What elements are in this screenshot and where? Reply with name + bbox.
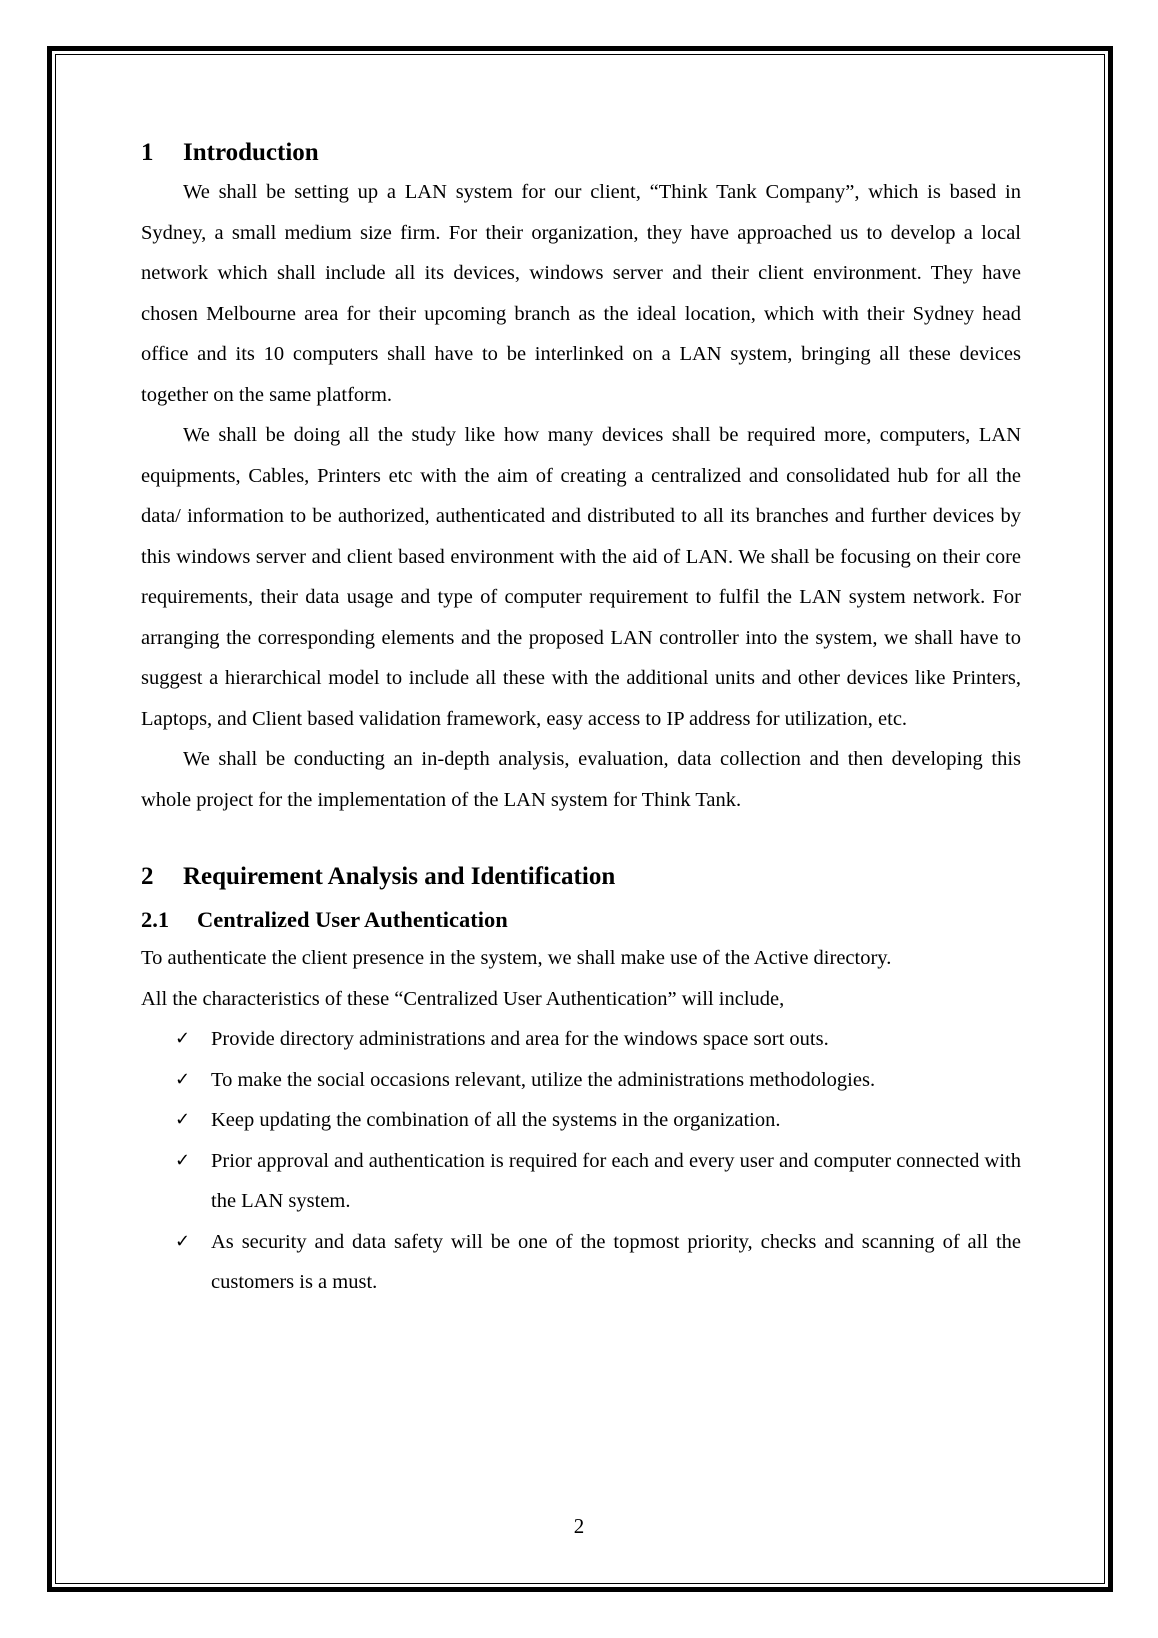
list-item [175, 1060, 1021, 1101]
checkmark-icon: ✓ [175, 1230, 191, 1252]
page-number: 2 [573, 1514, 585, 1538]
section-spacer [141, 820, 1021, 860]
characteristics-list [141, 1019, 1021, 1303]
list-item [175, 1141, 1021, 1222]
checkmark-icon: ✓ [175, 1028, 191, 1049]
section-title: Requirement Analysis and Identification [183, 863, 616, 890]
list-item [175, 1222, 1021, 1303]
list-item [175, 1100, 1021, 1141]
subsection-number: 2.1 [141, 907, 170, 932]
checkmark-icon: ✓ [175, 1109, 191, 1130]
section-title: Introduction [183, 139, 319, 166]
intro-paragraph-2: We shall be doing all the study like how many devices shall be required more, computers, LAN equipments, Cables, Printers etc with the aim of creating a centralized and consolidated hub for all the data/ information to be authorized, authenticated and distributed to all its branches and further devices by this windows server and client based environment with the aid of LAN. We shall be focusing on their core requirements, their data usage and type of computer requirement to fulfil the LAN system network. For arranging the corresponding elements and the proposed LAN controller into the system, we shall have to suggest a hierarchical model to include all these with the additional units and other devices like Printers, Laptops, and Client based validation framework, easy access to IP address for utilization, etc. [141, 424, 1021, 730]
list-item-text: Keep updating the combination of all the systems in the organization. [211, 1109, 781, 1131]
list-item-text: As security and data safety will be one of the topmost priority, checks and scanning of all the customers is a must. [211, 1230, 1021, 1293]
list-item-text: Provide directory administrations and area for the windows space sort outs. [211, 1028, 829, 1050]
checkmark-icon: ✓ [175, 1068, 191, 1090]
auth-line-2: All the characteristics of these “Centralized User Authentication” will include, [141, 987, 785, 1010]
intro-paragraph-1: We shall be setting up a LAN system for our client, “Think Tank Company”, which is based in Sydney, a small medium size firm. For their organization, they have approached us to develop a local network which shall include all its devices, windows server and their client environment. They have chosen Melbourne area for their upcoming branch as the ideal location, which with their Sydney head office and its 10 computers shall have to be interlinked on a LAN system, bringing all these devices together on the same platform. [141, 181, 1021, 406]
subsection-title: Centralized User Authentication [197, 907, 508, 932]
page-content [141, 136, 1021, 1303]
list-item-text: To make the social occasions relevant, utilize the administrations methodologies. [211, 1068, 876, 1091]
subsection-heading-authentication [141, 904, 1021, 936]
intro-paragraph-3: We shall be conducting an in-depth analysis, evaluation, data collection and then developing this whole project for the implementation of the LAN system for Think Tank. [141, 748, 1021, 811]
auth-line-1: To authenticate the client presence in the system, we shall make use of the Active directory. [141, 947, 892, 969]
section-number: 2 [141, 863, 154, 890]
list-item [175, 1019, 1021, 1060]
section-heading-requirements [141, 860, 1021, 894]
section-number: 1 [141, 139, 154, 166]
list-item-text: Prior approval and authentication is required for each and every user and computer connected with the LAN system. [211, 1149, 1021, 1212]
checkmark-icon: ✓ [175, 1149, 191, 1171]
section-heading-introduction [141, 136, 1021, 170]
